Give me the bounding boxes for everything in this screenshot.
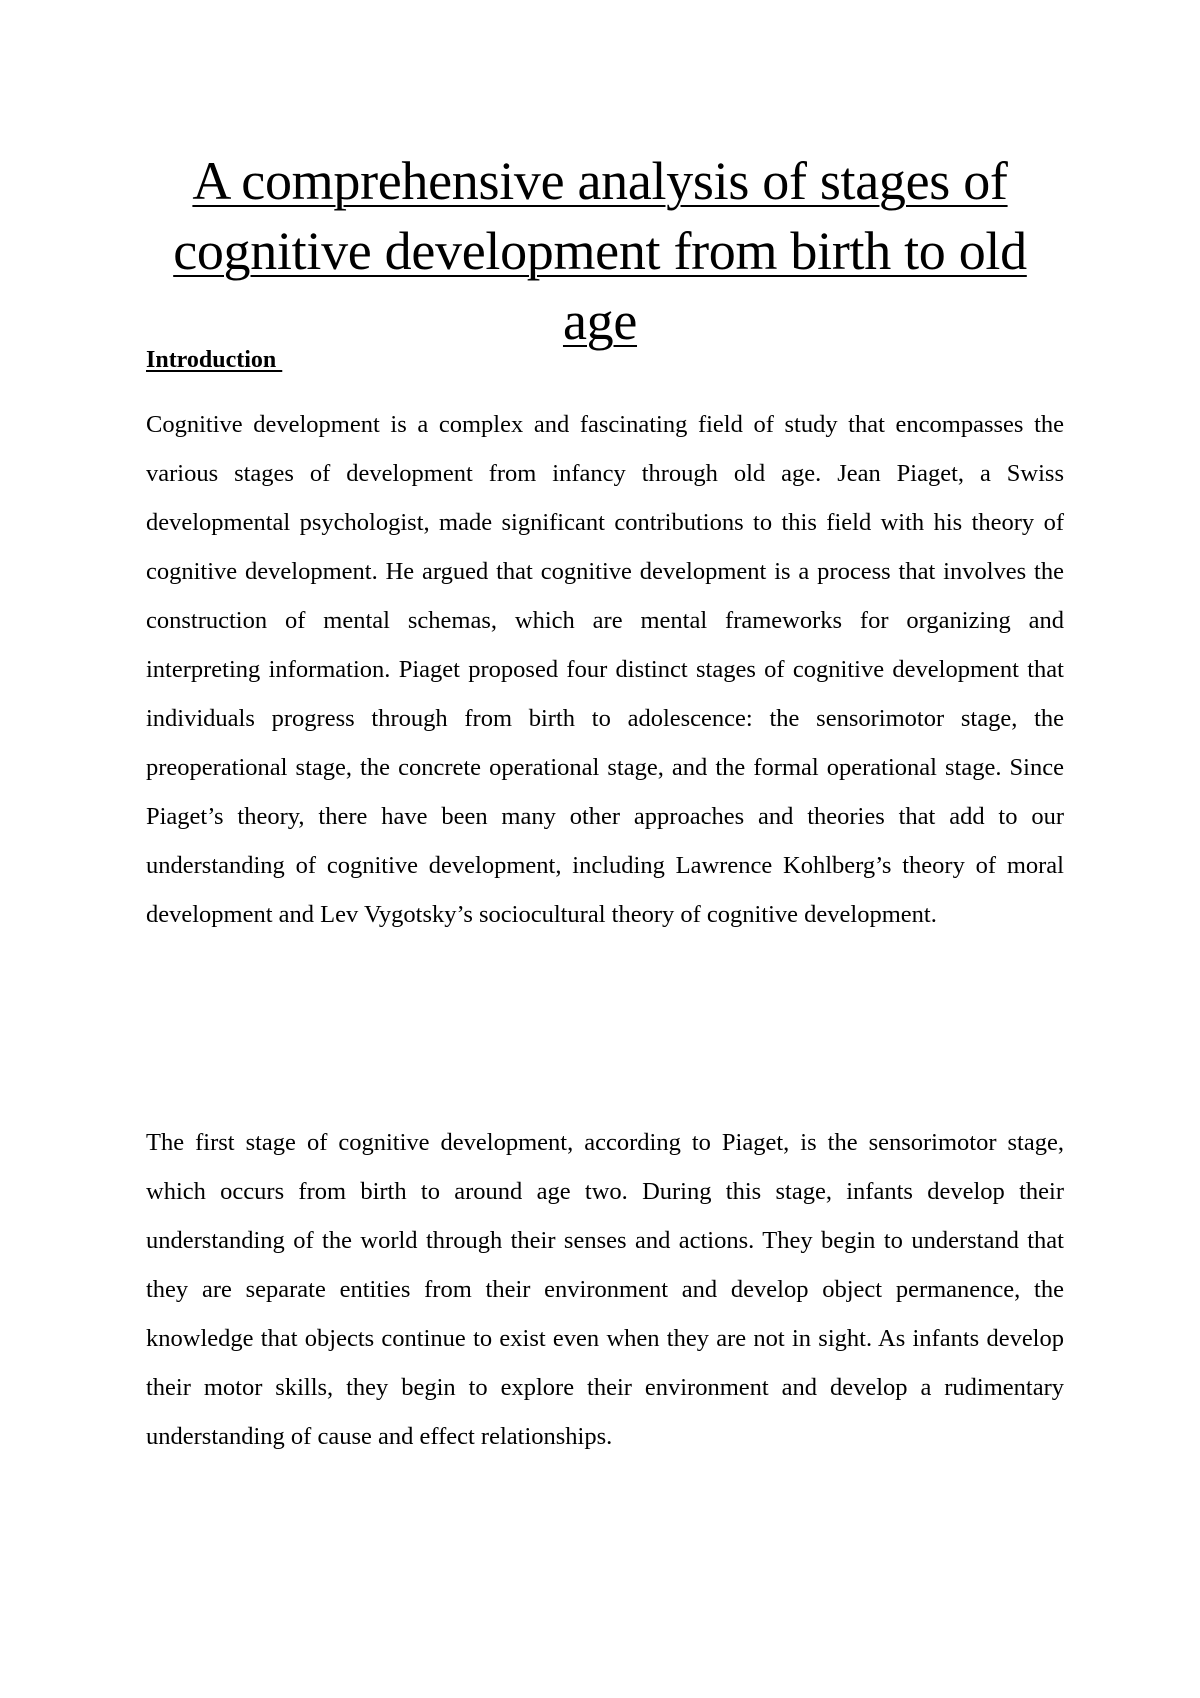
document-title: A comprehensive analysis of stages of cognitive development from birth to old age bbox=[173, 151, 1027, 351]
introduction-heading: Introduction bbox=[146, 347, 283, 373]
introduction-paragraph: Cognitive development is a complex and fascinating field of study that encompasses the various stages of development from infancy through old age. Jean Piaget, a Swiss developmental psychologist, made significant contributions to this field with his theory of cognitive development. He argued that cognitive development is a process that involves the construction of mental schemas, which are mental frameworks for organizing and interpreting information. Piaget proposed four distinct stages of cognitive development that individuals progress through from birth to adolescence: the sensorimotor stage, the preoperational stage, the concrete operational stage, and the formal operational stage. Since Piaget’s theory, there have been many other approaches and theories that add to our understanding of cognitive development, including Lawrence Kohlberg’s theory of moral development and Lev Vygotsky’s sociocultural theory of cognitive development. bbox=[146, 411, 1064, 928]
sensorimotor-paragraph: The first stage of cognitive development, according to Piaget, is the sensorimotor stage, which occurs from birth to around age two. During this stage, infants develop their understanding of the world through their senses and actions. They begin to understand that they are separate entities from their environment and develop object permanence, the knowledge that objects continue to exist even when they are not in sight. As infants develop their motor skills, they begin to explore their environment and develop a rudimentary understanding of cause and effect relationships. bbox=[146, 1129, 1064, 1450]
